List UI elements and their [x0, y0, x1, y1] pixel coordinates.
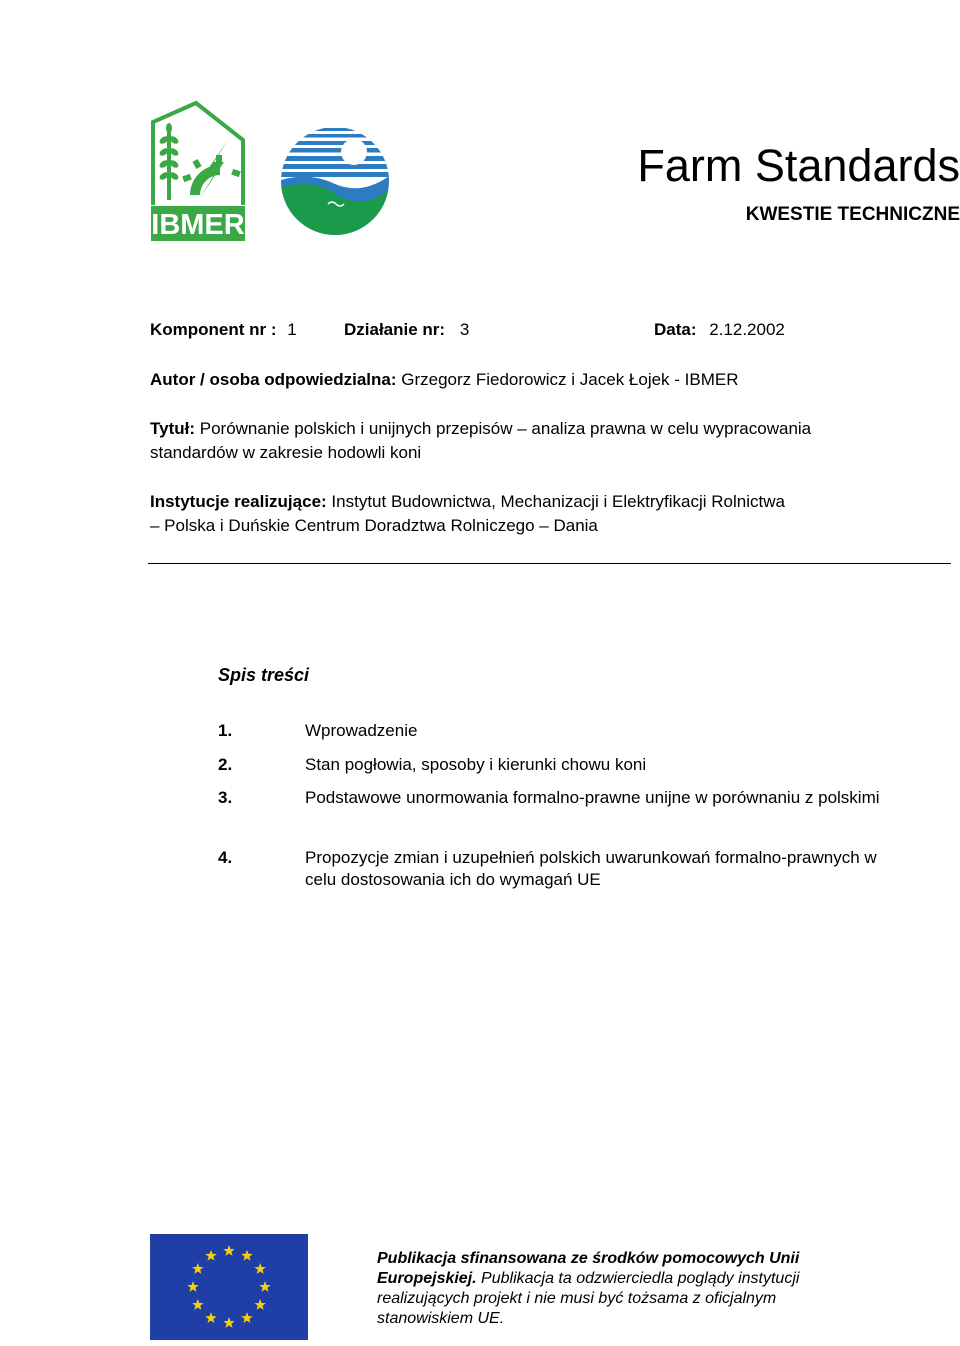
- author-label: Autor / osoba odpowiedzialna:: [150, 370, 397, 389]
- title-row: [150, 417, 930, 465]
- toc-item-text: Propozycje zmian i uzupełnień polskich uwarunkowań formalno-prawnych w celu dostosowania ich do wymagań UE: [305, 848, 877, 889]
- toc-item-number: 4.: [218, 848, 233, 867]
- toc-title: Spis treści: [218, 665, 310, 685]
- institutions-label: Instytucje realizujące:: [150, 492, 327, 511]
- ibmer-logo: [150, 100, 246, 242]
- title-label: Tytuł:: [150, 419, 196, 438]
- author-row: [150, 368, 739, 392]
- lightning-icon: [200, 140, 228, 198]
- toc-item-number: 2.: [218, 755, 233, 774]
- action-value: 3: [459, 320, 470, 339]
- title-value-line1: Porównanie polskich i unijnych przepisów – analiza prawna w celu wypracowania: [199, 419, 812, 438]
- toc-item-number: 3.: [218, 788, 233, 807]
- component-label: Komponent nr :: [150, 320, 277, 339]
- toc-item: [218, 787, 918, 831]
- toc-item-text: Wprowadzenie: [305, 721, 418, 740]
- funding-note-bold: Publikacja sfinansowana ze środków pomocowych Unii Europejskiej.: [377, 1250, 800, 1287]
- institutions-value-line2: – Polska i Duńskie Centrum Doradztwa Rolniczego – Dania: [150, 516, 598, 535]
- toc-item: [218, 720, 918, 742]
- toc-item-number: 1.: [218, 721, 233, 740]
- wheat-icon: [158, 123, 180, 200]
- component-value: 1: [287, 320, 297, 339]
- region-logo: [278, 126, 392, 236]
- divider: [148, 563, 951, 564]
- date-row: [654, 318, 785, 342]
- action-label: Działanie nr:: [344, 320, 446, 339]
- document-subtitle: KWESTIE TECHNICZNE: [745, 204, 960, 225]
- institutions-value-line1: Instytut Budownictwa, Mechanizacji i Elektryfikacji Rolnictwa: [331, 492, 785, 511]
- date-value: 2.12.2002: [709, 320, 785, 339]
- component-row: [150, 318, 297, 342]
- toc-item-text: Stan pogłowia, sposoby i kierunki chowu koni: [305, 755, 647, 774]
- funding-note: [377, 1249, 857, 1329]
- title-value-line2: standardów w zakresie hodowli koni: [150, 443, 422, 462]
- toc-item-text: Podstawowe unormowania formalno-prawne unijne w porównaniu z polskimi: [305, 788, 880, 807]
- funding-note-text: Publikacja ta odzwierciedla poglądy instytucji realizujących projekt i nie musi być tożsama z oficjalnym stanowiskiem UE.: [377, 1270, 800, 1327]
- gear-icon: [182, 155, 241, 195]
- eu-flag-icon: [150, 1234, 308, 1340]
- date-label: Data:: [654, 320, 697, 339]
- action-row: [344, 318, 469, 342]
- toc-item: [218, 754, 918, 776]
- toc-item: [218, 847, 918, 891]
- sun-icon: [341, 139, 367, 165]
- author-value: Grzegorz Fiedorowicz i Jacek Łojek - IBMER: [401, 370, 739, 389]
- ibmer-logo-text: IBMER: [151, 209, 245, 241]
- institutions-row: [150, 490, 930, 538]
- document-title: Farm Standards: [637, 140, 960, 191]
